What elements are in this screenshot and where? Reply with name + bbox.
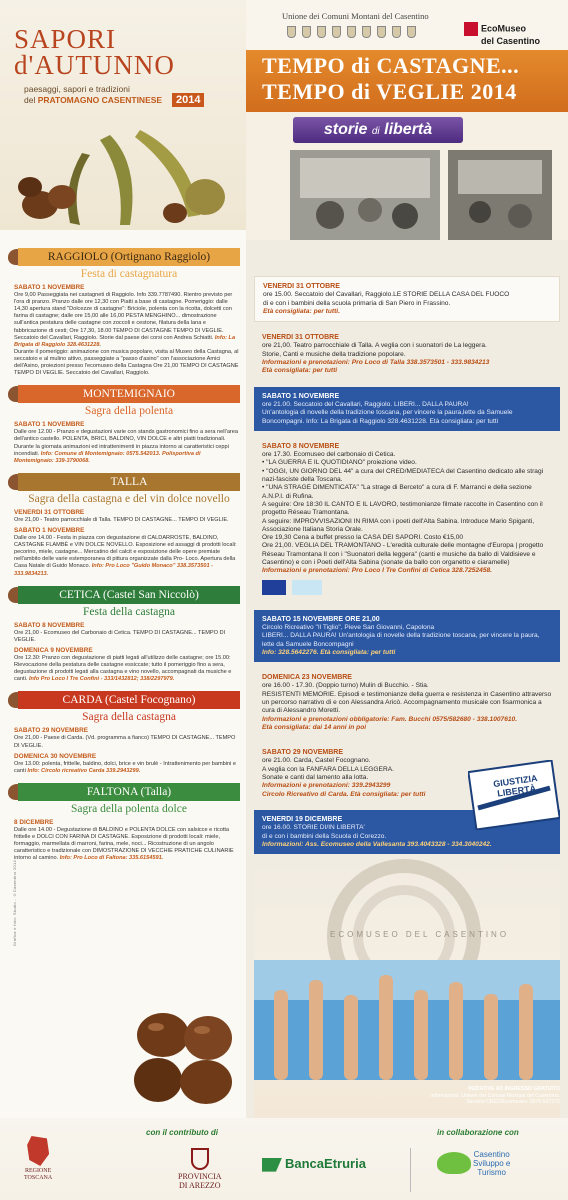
chestnuts-photo: [128, 1000, 244, 1110]
program-date: SABATO 15 NOVEMBRE ORE 21,00: [262, 615, 380, 623]
free-entry: INIZIATIVE AD INGRESSO GRATUITO: [468, 1086, 560, 1092]
program-date: VENERDI 31 OTTOBRE: [262, 334, 339, 342]
footer-divider: [410, 1148, 411, 1192]
regione-toscana-logo: REGIONE TOSCANA: [24, 1136, 52, 1182]
subtitle: [24, 84, 162, 106]
bottom-info: [370, 1086, 560, 1106]
program-date: SABATO 1 NOVEMBRE: [262, 392, 340, 400]
program-line: Età consigliata: per tutti.: [263, 307, 340, 315]
program-line: Informazioni: Ass. Ecomuseo della Vallesanta 393.4043328 - 334.3040242.: [262, 840, 492, 848]
event-entry: [14, 527, 240, 578]
info-phone: Servizio CRED/Ecomuseo: 0575.507272: [466, 1099, 560, 1105]
event-entry: [14, 421, 240, 465]
program-line: A seguire: IMPROVVISAZIONI IN RIMA con i poeti dell'Alta Sabina. Introduce Mario Spiganti, Associazione Italiana Storia Orale.: [262, 517, 535, 533]
event-info: Info: Pro Loco di Faltona: 335.6154591.: [59, 855, 164, 862]
program-line: di e con i bambini della scuola primaria di San Piero in Frassino.: [263, 299, 451, 307]
program-date: SABATO 8 NOVEMBRE: [262, 442, 340, 450]
event-entry: [14, 819, 240, 863]
crest-icon: [377, 26, 386, 38]
crest-icon: [332, 26, 341, 38]
raised-hands-photo: [254, 960, 560, 1080]
program-line: Un'antologia di novelle della tradizione toscana, per vincere la paura,lette da Samuele Boncompagni. Info: La Brigata di Raggiolo 328.4631228. Età consigliata: per tutti: [262, 409, 513, 425]
section-event-title: Festa della castagna: [83, 605, 175, 618]
crest-icon: [317, 26, 326, 38]
event-date: SABATO 8 NOVEMBRE: [14, 621, 85, 629]
ecomuseo-icon: [464, 22, 478, 36]
event-date: DOMENICA 30 NOVEMBRE: [14, 752, 97, 760]
event-section: [8, 691, 240, 775]
circle-caption: ECOMUSEO DEL CASENTINO: [330, 930, 510, 939]
storie-di-liberta-banner: storie di libertà: [293, 117, 463, 143]
program-line: Informazioni e prenotazioni: Pro Loco I Tre Confini di Cetica 328.7252458.: [262, 567, 492, 575]
section-event-title: Festa di castagnatura: [80, 268, 178, 280]
section-event-title: Sagra della castagna: [82, 711, 176, 724]
sticker-text: GIUSTIZIA LIBERTÀ: [492, 773, 539, 799]
program-entry: [254, 610, 560, 662]
program-line: • "LA GUERRA E IL QUOTIDIANO" proiezione video.: [262, 459, 417, 467]
banca-icon: [262, 1158, 282, 1172]
event-date: SABATO 29 NOVEMBRE: [14, 727, 88, 735]
event-date: SABATO 1 NOVEMBRE: [14, 421, 85, 429]
event-text: Ore 21,00 - Ecomuseo del Carbonaio di Cetica. TEMPO DI CASTAGNE... TEMPO DI VEGLIE.: [14, 629, 226, 643]
event-info: Info: La Brigata di Raggiolo 328.4631228.: [14, 334, 236, 348]
print-credits: Grafica e foto: Studio - ©Casentino 2014: [12, 860, 17, 947]
program-line: Info: 328.5642276. Età consigliata: per tutti: [262, 648, 396, 656]
event-text: Ore 12.30: Pranzo con degustazione di piatti legati all'utilizzo delle castagne; ore 15.00: Rievocazione della pestatura delle castagne essiccate; tutto il pomeriggio fino a sera, degustazione di prodotti legati alla castagna e vino novello, accompagnati da musiche e canti.: [14, 655, 232, 683]
section-place-bar: CARDA (Castel Focognano): [18, 691, 240, 709]
program-entry: [254, 387, 560, 431]
section-place-bar: CETICA (Castel San Niccolò): [18, 586, 240, 604]
event-entry: [14, 509, 240, 524]
collaborazione-label: in collaborazione con: [437, 1128, 519, 1137]
program-line: • "OGGI, UN GIORNO DEL 44" a cura del CRED/MEDIATECA del Casentino dedicato alle stragi nazi-fasciste della Toscana.: [262, 467, 544, 484]
hills-icon: [437, 1152, 471, 1174]
section-event-title: Sagra della polenta dolce: [71, 802, 187, 815]
chestnut-leaves-image: [0, 125, 246, 230]
program-date: VENERDI 19 DICEMBRE: [262, 815, 343, 823]
program-line: ore 16.00. STORIE DI/IN LIBERTA': [262, 824, 365, 832]
event-text: Ore 21,00 - Teatro parrocchiale di Talla. TEMPO DI CASTAGNE... TEMPO DI VEGLIE.: [14, 516, 229, 523]
event-date: DOMENICA 9 NOVEMBRE: [14, 646, 93, 654]
program-entry: [254, 328, 560, 380]
program-date: DOMENICA 23 NOVEMBRE: [262, 674, 352, 682]
left-header: [0, 0, 246, 230]
event-text: Dalle ore 14.00 - Festa in piazza con degustazione di CALDARROSTE, BALDINO, CASTAGNE FLAMBÉ e VIN DOLCE NOVELLO. Esposizione ed assaggi di prodotti locali: pecorino, miele, castagne... Mercatino del calcit e esposizione delle opere premiate nell'ambito delle varie estemporanea di pittura organizzate dalla Pro- Loco. Apertura della Casa Natale di Guido Monaco.: [14, 535, 237, 570]
program-line: A seguire: Ore 18:30 IL CANTO E IL LAVORO, testimonianze filmate raccolte in Casentino con il progetto Réseau Tramontana.: [262, 500, 543, 517]
title-autunno: d'AUTUNNO: [14, 50, 175, 80]
shield-icon: [191, 1148, 209, 1170]
crest-icon: [287, 26, 296, 38]
event-date: SABATO 1 NOVEMBRE: [14, 526, 85, 534]
event-text: Ore 9,00 Passeggiata nei castagneti di Raggiolo. Info 339.7787490. Rientro previsto per l'ora di pranzo. Pranzo dalle ore 12,30 con Piatti a base di castagne. Pomeriggio: dalle 14,30 apertura stand "Dolcezze di castagne": Briciole, polenta con la ricotta, dolcetti con farina di castagne; dalle ore 15,00 alle 16,00 PESTA MENGHINO... dimostrazione sull'antica pestatura delle castagne con zoccoli e cestone, filatura della lana e fabbricazione di cesti; Ore 17,30, 18.00 TEMPO DI CASTAGNE TEMPO DI VEGLIE. Seccatoio del Cavallari, Raggiolo. Storie dal paese dei corsi con Andrea Schiatti.: [14, 292, 233, 341]
event-entry: [14, 727, 240, 749]
event-entry: [14, 647, 240, 683]
municipal-crests: [287, 26, 416, 38]
program-line: Età consigliata: dai 14 anni in poi: [262, 723, 367, 731]
eu-flag-icon: [262, 580, 286, 595]
program-line: Sonate e canti dal lamento alla lotta.: [262, 774, 369, 782]
event-date: 8 DICEMBRE: [14, 818, 54, 826]
program-date: SABATO 29 NOVEMBRE: [262, 749, 344, 757]
program-line: RESISTENTI MEMORIE. Episodi e testimonianze della guerra e resistenza in Casentino attraverso un percorso narrativo di e con Alessandra Aricò. Accompagnamento musicale con fisarmonica a cura di Alessandro Moretti.: [262, 690, 552, 715]
event-section: [8, 473, 240, 578]
program-line: Circolo Ricreativo "Il Tiglio", Pieve San Giovanni, Capolona: [262, 623, 435, 631]
event-text: Ore 21,00 - Paese di Carda. (Vd. programma a fianco) TEMPO DI CASTAGNE... TEMPO DI VEGLIE.: [14, 735, 236, 749]
program-line: • "UNA STRAGE DIMENTICATA" "La strage di Berceto" a cura di F. Marranci e della sezione A.N.P.I. di Rufina.: [262, 484, 532, 500]
event-text: Dalle ore 12.00 - Pranzo e degustazioni varie con stands gastronomici fino a sera nell'area dell'antico castello. POLENTA, BRICI, BALDINO, VIN DOLCE e altri piatti tradizionali. Durante la giornata animazioni ed intrattenimenti in piazza intorno ai caratteristici ceppi incendiati.: [14, 429, 239, 457]
event-section: [8, 248, 240, 377]
crest-icon: [302, 26, 311, 38]
section-place-bar: TALLA: [18, 473, 240, 491]
crest-icon: [362, 26, 371, 38]
casentino-sviluppo-logo: Casentino Sviluppo e Turismo: [473, 1150, 510, 1177]
program-line: Informazioni e prenotazioni: 339.2943299: [262, 782, 391, 790]
event-text: Ore 13.00: polenta, frittelle, baldino, dolci, brice e vin brulè - Intrattenimento per bambini e canti: [14, 760, 237, 774]
event-entry: [14, 284, 240, 377]
event-info: Info: Circolo ricreativo Carda 339.2943299.: [27, 767, 141, 774]
event-text: Durante il pomeriggio: animazione con musica popolare, visita al Museo della Castagna, al seccatoio e al mulino attivo, passeggiate a "passo d'asino" con l'associazione Amici dell'Asino, proiezioni presso l'ecomuseo della Castagna Ore 21,00 TEMPO DI CASTAGNE TEMPO DI VEGLIE. Seccatoio del Cavallari, Raggiolo.: [14, 348, 239, 377]
event-entry: [14, 753, 240, 775]
section-place-bar: FALTONA (Talla): [18, 783, 240, 801]
event-date: SABATO 1 NOVEMBRE: [14, 284, 85, 291]
historic-photos-collage: [290, 150, 552, 240]
program-line: ore 21,00. Teatro parrocchiale di Talla. A veglia con i suonatori de La leggera.: [262, 342, 487, 350]
program-line: ore 15.00. Seccatoio del Cavallari, Raggiolo.LE STORIE DELLA CASA DEL FUOCO: [263, 291, 510, 299]
event-entry: [14, 622, 240, 644]
program-line: di e con i bambini della Scuola di Corezzo.: [262, 832, 387, 840]
program-line: ore 17.30. Ecomuseo del carbonaio di Cetica.: [262, 451, 396, 459]
crest-icon: [392, 26, 401, 38]
left-events: [0, 240, 246, 863]
program-line: ore 21.00. Carda, Castel Focognano.: [262, 757, 371, 765]
main-title-line2: TEMPO di VEGLIE 2014: [262, 79, 517, 104]
event-text: Dalle ore 14.00 - Degustazione di BALDINO e POLENTA DOLCE con salsicce e ricotta frittelle e DOLCI CON FARINA DI CASTAGNE. Esposizione di prodotti locali: miele, formaggio, marmellata di marroni, farina, mele, noci... Ricostruzione di un angolo caratteristico e tradizionale con DIMOSTRAZIONE DI VECCHIE PRATICHE CULINARIE intorno al camino.: [14, 827, 234, 862]
program-line: ore 21.00. Seccatoio del Cavallari, Raggiolo. LIBERI... DALLA PAURA!: [262, 400, 469, 408]
event-info: Info: Pro Loco "Guido Monaco" 338.3573501 - 333.9834213.: [14, 563, 213, 577]
program-line: ore 16.00 - 17.30. (Doppio turno) Mulin di Bucchio. - Stia.: [262, 682, 429, 690]
event-info: Info Pro Loco I Tre Confini - 333/1432812; 338/2297979.: [28, 676, 175, 683]
event-date: VENERDI 31 OTTOBRE: [14, 508, 85, 516]
program-line: Storie, Canti e musiche della tradizione popolare.: [262, 350, 406, 358]
program-entry: [254, 437, 560, 604]
crest-icon: [347, 26, 356, 38]
section-event-title: Sagra della polenta: [84, 405, 174, 418]
event-section: [8, 586, 240, 684]
section-place-bar: RAGGIOLO (Ortignano Raggiolo): [18, 248, 240, 266]
section-event-title: Sagra della castagna e del vin dolce novello: [28, 492, 230, 505]
title-sapori: SAPORI: [14, 24, 117, 54]
program-line: Informazioni e prenotazioni obbligatorie: Fam. Bucchi 0575/582680 - 338.1007610.: [262, 715, 518, 723]
event-section: [8, 385, 240, 465]
contributo-label: con il contributo di: [146, 1128, 218, 1137]
banca-etruria-logo: BancaEtruria: [262, 1156, 366, 1172]
program-line: Informazioni e prenotazioni: Pro Loco di Talla 338.3573501 - 333.9834213: [262, 359, 490, 367]
union-title: Unione dei Comuni Montani del Casentino: [282, 11, 429, 21]
program-line: Ore 19,30 Cena a buffet presso la CASA DEI SAPORI. Costo €15,00: [262, 534, 464, 542]
program-entry: [254, 276, 560, 322]
partner-logos: [262, 580, 552, 595]
event-section: [8, 783, 240, 863]
provincia-arezzo-logo: PROVINCIA DI AREZZO: [178, 1148, 222, 1190]
event-info: Info: Comune di Montemignaio: 0575.542013. Polisportiva di Montemignaio: 339-3790068.: [14, 450, 201, 464]
subtitle-line2: del PRATOMAGNO CASENTINESE: [24, 95, 163, 105]
section-place-bar: MONTEMIGNAIO: [18, 385, 240, 403]
program-line: Circolo Ricreativo di Carda. Età consigliata: per tutti: [262, 790, 426, 798]
program-line: A veglia con la FANFARA DELLA LEGGERA.: [262, 765, 394, 773]
program-date: VENERDI 31 OTTOBRE: [263, 283, 340, 290]
program-line: Età consigliata: per tutti: [262, 367, 338, 375]
program-line: LIBERI... DALLA PAURA! Un'antologia di novelle della tradizione toscana, per vincere la paura, lette da Samuele Boncompagni: [262, 632, 540, 648]
info-line: Informazioni: Unione dei Comuni Montani del Casentino.: [430, 1092, 560, 1099]
program-line: Ore 21,00. VEGLIA DEL TRAMONTANO - L'eredità culturale delle montagne d'Europa | progetto Réseau Tramontana Il con i "Suonatori della leggera" (canti e musiche da ballo di Valdisieve e Casentino) e con i Poeti dell'Alta Sabina (sonate da ballo con organetto e ciaramelle): [262, 542, 544, 567]
cultura-icon: [292, 580, 322, 595]
main-title-line1: TEMPO di CASTAGNE...: [262, 53, 520, 78]
program-entry: [254, 668, 560, 737]
subtitle-line1: paesaggi, sapori e tradizioni: [24, 84, 130, 94]
crest-icon: [407, 26, 416, 38]
ecomuseo-logo: EcoMuseo del Casentino: [464, 22, 540, 46]
year-badge: 2014: [172, 93, 204, 107]
pegasus-icon: [27, 1136, 49, 1166]
